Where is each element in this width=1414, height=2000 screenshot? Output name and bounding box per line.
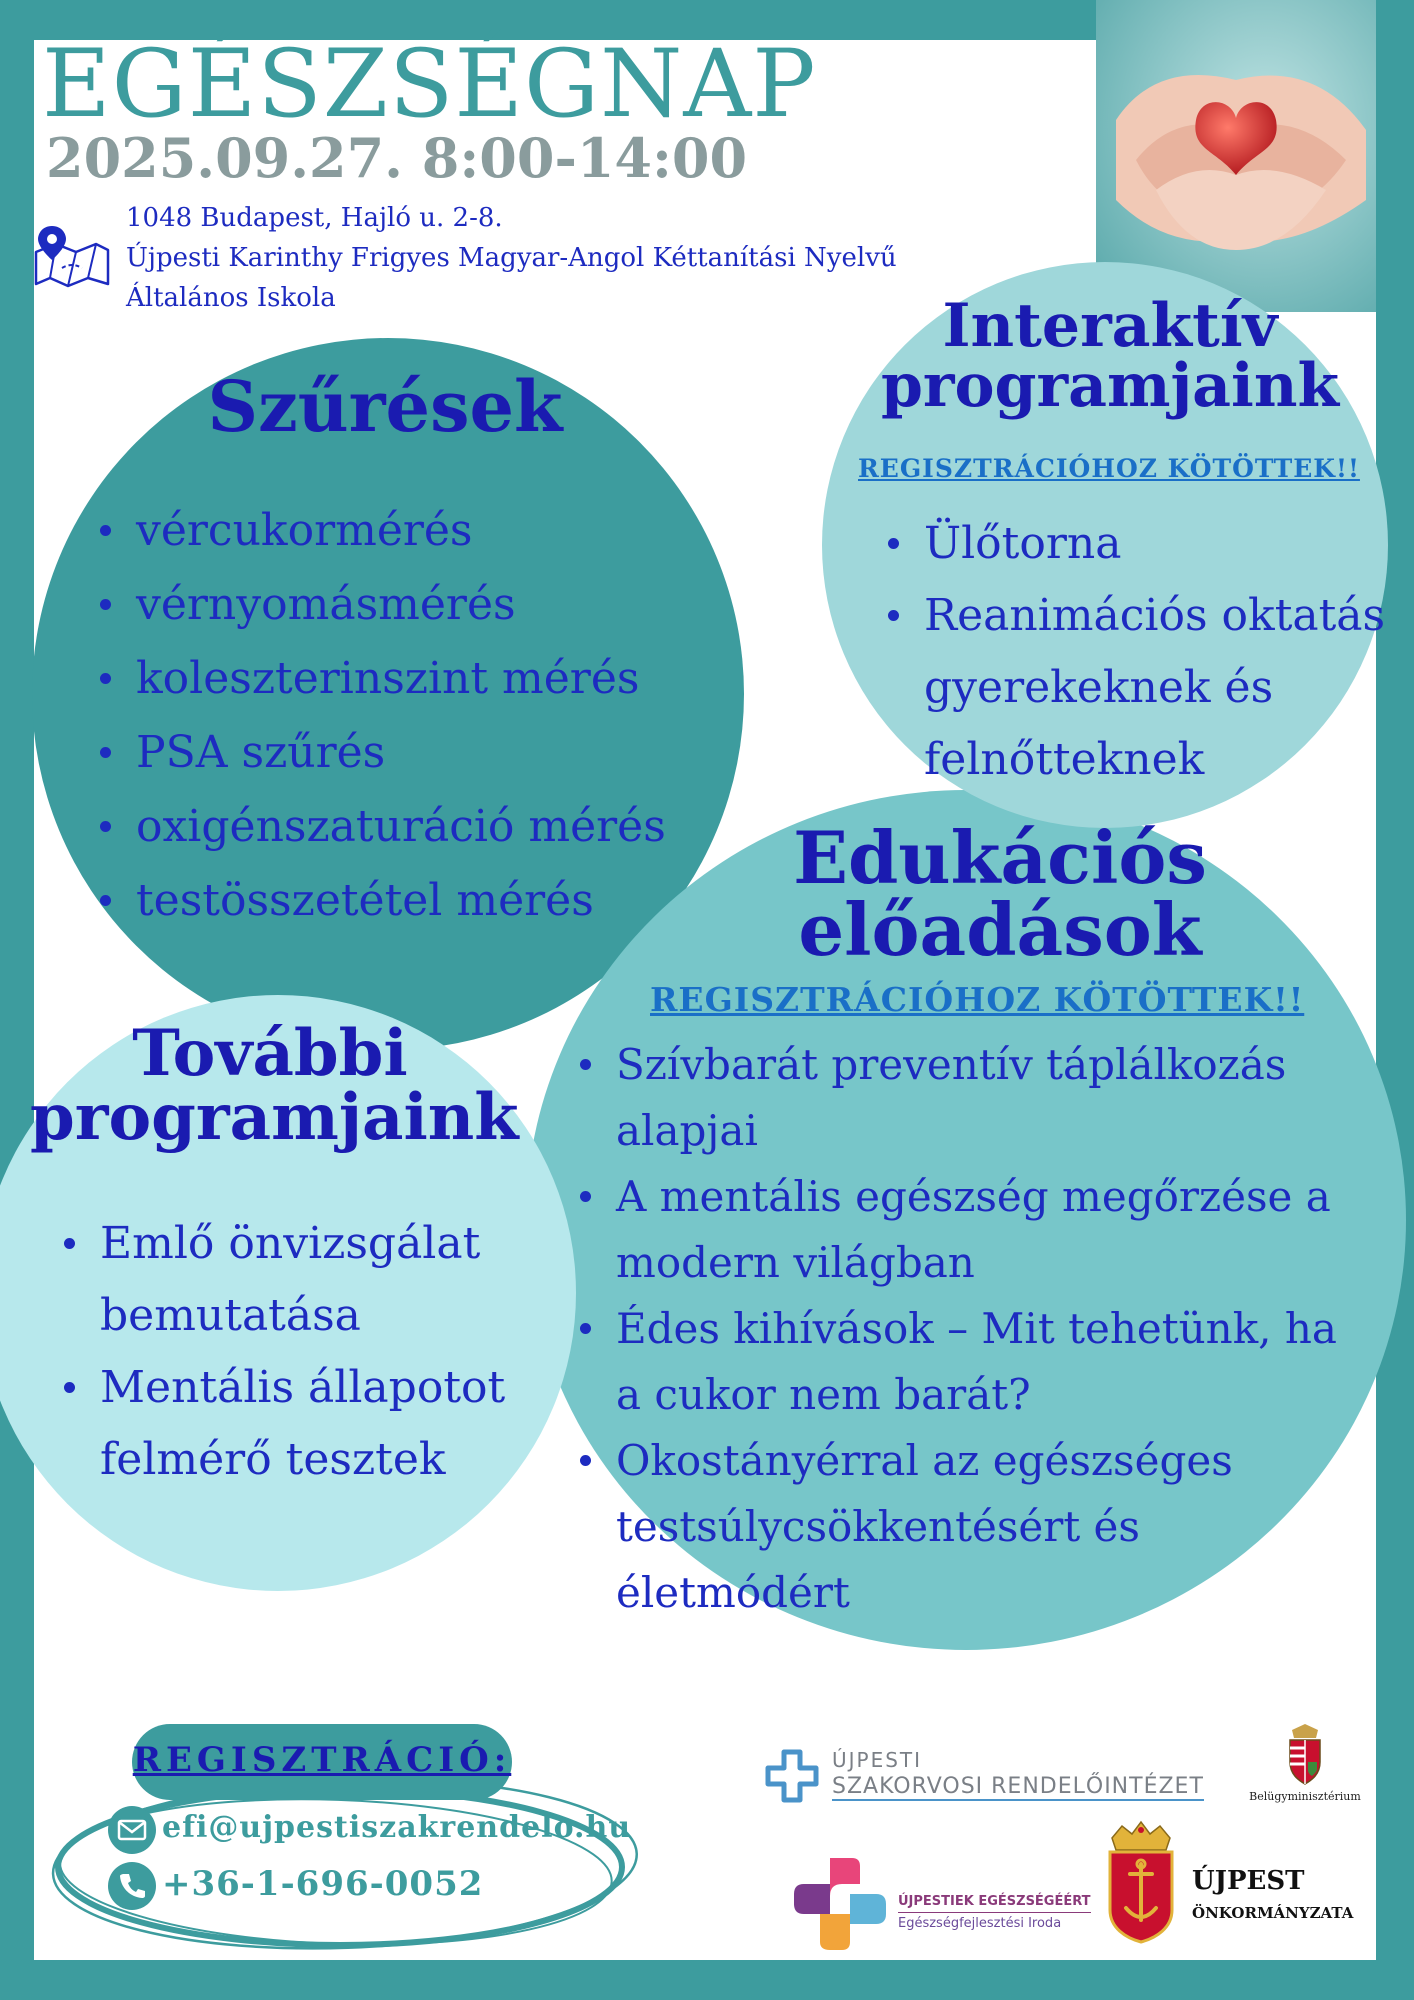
list-item: Emlő önvizsgálat bemutatása	[56, 1208, 536, 1352]
registration-email-link[interactable]: efi@ujpestiszakrendelo.hu	[162, 1810, 632, 1845]
phone-icon	[108, 1862, 156, 1910]
ujpest-crest-icon	[1104, 1820, 1178, 1944]
interaktiv-list	[880, 508, 1400, 796]
heading-line: Interaktív	[942, 291, 1278, 361]
list-item: koleszterinszint mérés	[92, 642, 666, 716]
szakorvosi-logo	[762, 1738, 1204, 1818]
belugyminiszterium-label: Belügyminisztérium	[1249, 1790, 1361, 1803]
ujpest-logo	[1104, 1820, 1364, 1950]
list-item: Ülőtorna	[880, 508, 1400, 580]
tovabbi-list	[56, 1208, 536, 1496]
medical-cross-icon	[762, 1746, 822, 1806]
event-date-time: 2025.09.27. 8:00-14:00	[46, 126, 748, 190]
list-item: Mentális állapotot felmérő tesztek	[56, 1352, 536, 1496]
heading-line: programjaink	[30, 1080, 519, 1155]
list-item: A mentális egészség megőrzése a modern világban	[572, 1164, 1372, 1296]
colorful-cross-icon	[790, 1854, 890, 1954]
szakorvosi-line1: ÚJPESTI	[832, 1748, 923, 1772]
list-item: PSA szűrés	[92, 716, 666, 790]
list-item: Szívbarát preventív táplálkozás alapjai	[572, 1032, 1372, 1164]
ujpest-line1: ÚJPEST	[1192, 1866, 1305, 1896]
szuresek-list	[92, 494, 666, 938]
address-line: Újpesti Karinthy Frigyes Magyar-Angol Kéttanítási Nyelvű	[126, 243, 897, 273]
address-line: Általános Iskola	[126, 283, 336, 313]
heading-line: előadások	[798, 887, 1202, 972]
heading-line: További	[132, 1016, 408, 1091]
egeszsegeert-logo	[790, 1850, 1120, 1960]
list-item: vérnyomásmérés	[92, 568, 666, 642]
szuresek-heading: Szűrések	[207, 365, 563, 448]
interaktiv-registration-note: REGISZTRÁCIÓHOZ KÖTÖTTEK!!	[858, 454, 1360, 483]
address-line: 1048 Budapest, Hajló u. 2-8.	[126, 203, 503, 233]
belugyminiszterium-logo	[1240, 1722, 1370, 1812]
heading-line: Edukációs	[793, 815, 1207, 900]
list-item: Édes kihívások – Mit tehetünk, ha a cukor nem barát?	[572, 1296, 1372, 1428]
edukacios-list	[572, 1032, 1372, 1626]
hungarian-coat-of-arms-icon	[1280, 1722, 1330, 1786]
list-item: testösszetétel mérés	[92, 864, 666, 938]
list-item: Okostányérral az egészséges testsúlycsökkentésért és életmódért	[572, 1428, 1372, 1626]
list-item: Reanimációs oktatás gyerekeknek és felnőtteknek	[880, 580, 1400, 796]
interaktiv-heading	[830, 291, 1390, 421]
email-icon	[108, 1806, 156, 1854]
heading-line: programjaink	[880, 351, 1340, 421]
egeszsegeert-line1: ÚJPESTIEK EGÉSZSÉGÉÉRT	[898, 1894, 1091, 1913]
tovabbi-heading	[30, 1016, 519, 1155]
egeszsegeert-line2: Egészségfejlesztési Iroda	[898, 1916, 1062, 1931]
list-item: vércukormérés	[92, 494, 666, 568]
szakorvosi-line2: SZAKORVOSI RENDELŐINTÉZET	[832, 1774, 1204, 1799]
map-pin-icon	[32, 222, 112, 290]
list-item: oxigénszaturáció mérés	[92, 790, 666, 864]
ujpest-line2: ÖNKORMÁNYZATA	[1192, 1904, 1354, 1922]
edukacios-heading	[700, 815, 1300, 972]
event-title: EGÉSZSÉGNAP	[42, 30, 817, 139]
edukacios-registration-note: REGISZTRÁCIÓHOZ KÖTÖTTEK!!	[650, 980, 1305, 1019]
registration-phone-link[interactable]: +36-1-696-0052	[162, 1864, 484, 1904]
registration-label: REGISZTRÁCIÓ:	[132, 1740, 512, 1780]
